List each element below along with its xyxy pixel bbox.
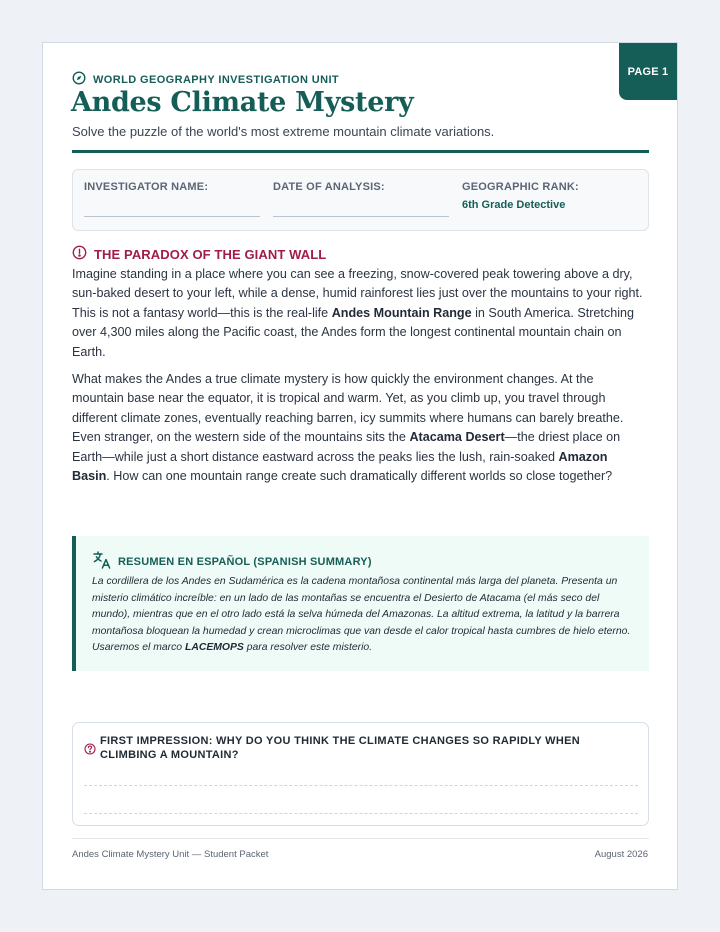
p2-bold-amazon: Amazon Basin <box>72 449 608 484</box>
geographic-rank-value: 6th Grade Detective <box>462 199 566 211</box>
page-title: Andes Climate Mystery <box>71 87 414 118</box>
worksheet-page <box>42 42 678 890</box>
investigator-name-label: INVESTIGATOR NAME: <box>84 181 209 193</box>
p1-bold-andes: Andes Mountain Range <box>331 305 472 320</box>
investigator-name-line[interactable] <box>84 216 260 217</box>
unit-label: WORLD GEOGRAPHY INVESTIGATION UNIT <box>93 73 340 86</box>
geographic-rank-field <box>462 181 638 211</box>
date-of-analysis-line[interactable] <box>273 216 449 217</box>
spanish-summary-title: RESUMEN EN ESPAÑOL (SPANISH SUMMARY) <box>118 555 372 568</box>
summary-bold-lacemops: LACEMOPS <box>184 642 244 654</box>
date-of-analysis-field <box>273 181 449 217</box>
answer-line-2[interactable] <box>84 813 638 814</box>
page-subtitle: Solve the puzzle of the world's most extreme mountain climate variations. <box>72 124 495 139</box>
title-divider <box>72 150 649 153</box>
intro-paragraph-1 <box>72 265 646 362</box>
summary-text-a: La cordillera de los Andes en Sudamérica es la cadena montañosa continental más larga del planeta. Presenta un misterio climático increíble: en un lado de las montañas se encuentra el Desierto de Atacama (el más seco del mundo), mientras que en el otro lado está la selva húmeda del Amazonas. La altitud extrema, la latitud y la barrera montañosa bloquean la humedad y crean microclimas que van desde el calor tropical hasta cumbres de hielo eterno. Usaremos el marco <box>92 576 631 654</box>
p2-text-c: —the driest place on Earth—while just a short distance eastward across the peaks lies the lush, rain-soaked <box>72 430 621 464</box>
investigator-name-field <box>84 181 260 217</box>
section-heading <box>72 245 326 263</box>
unit-label-row <box>72 71 339 88</box>
footer-divider <box>72 838 649 839</box>
p2-text-a: What makes the Andes a true climate mystery is how quickly the environment changes. At the mountain base near the equator, it is tropical and warm. Yet, as you climb up, you travel through different climate zones, eventually reaching barren, icy summits where humans can barely breathe. Even stranger, on the western side of the mountains sits the <box>72 372 624 445</box>
summary-text-c: para resolver este misterio. <box>243 642 373 654</box>
student-info-box <box>72 169 649 231</box>
alert-circle-icon <box>72 245 87 263</box>
footer-date: August 2026 <box>594 849 648 860</box>
first-impression-box <box>72 722 649 826</box>
compass-icon <box>72 71 86 88</box>
footer-unit-label: Andes Climate Mystery Unit — Student Packet <box>72 849 269 860</box>
spanish-summary-text <box>92 574 640 657</box>
p1-text-c: in South America. Stretching over 4,300 miles along the Pacific coast, the Andes form the longest continental mountain chain on Earth. <box>72 305 635 359</box>
p1-text-a: Imagine standing in a place where you can see a freezing, snow-covered peak towering above a dry, sun-baked desert to your left, while a dense, humid rainforest lies just over the mountains to your right. This is not a fantasy world—this is the real-life <box>72 267 643 320</box>
p2-text-e: . How can one mountain range create such dramatically different worlds so close together? <box>106 469 613 484</box>
spanish-summary-heading <box>92 550 372 573</box>
first-impression-question: FIRST IMPRESSION: WHY DO YOU THINK THE CLIMATE CHANGES SO RAPIDLY WHEN CLIMBING A MOUNTAIN? <box>100 735 580 761</box>
spanish-summary-box <box>72 536 649 671</box>
translate-icon <box>92 550 112 573</box>
intro-paragraph-2 <box>72 370 646 486</box>
geographic-rank-label: GEOGRAPHIC RANK: <box>462 181 579 193</box>
answer-line-1[interactable] <box>84 785 638 786</box>
question-circle-icon <box>84 742 96 754</box>
section-heading-text: THE PARADOX OF THE GIANT WALL <box>94 246 327 262</box>
p2-bold-atacama: Atacama Desert <box>409 430 505 445</box>
page-number-tab: PAGE 1 <box>619 43 677 100</box>
date-of-analysis-label: DATE OF ANALYSIS: <box>273 181 385 193</box>
